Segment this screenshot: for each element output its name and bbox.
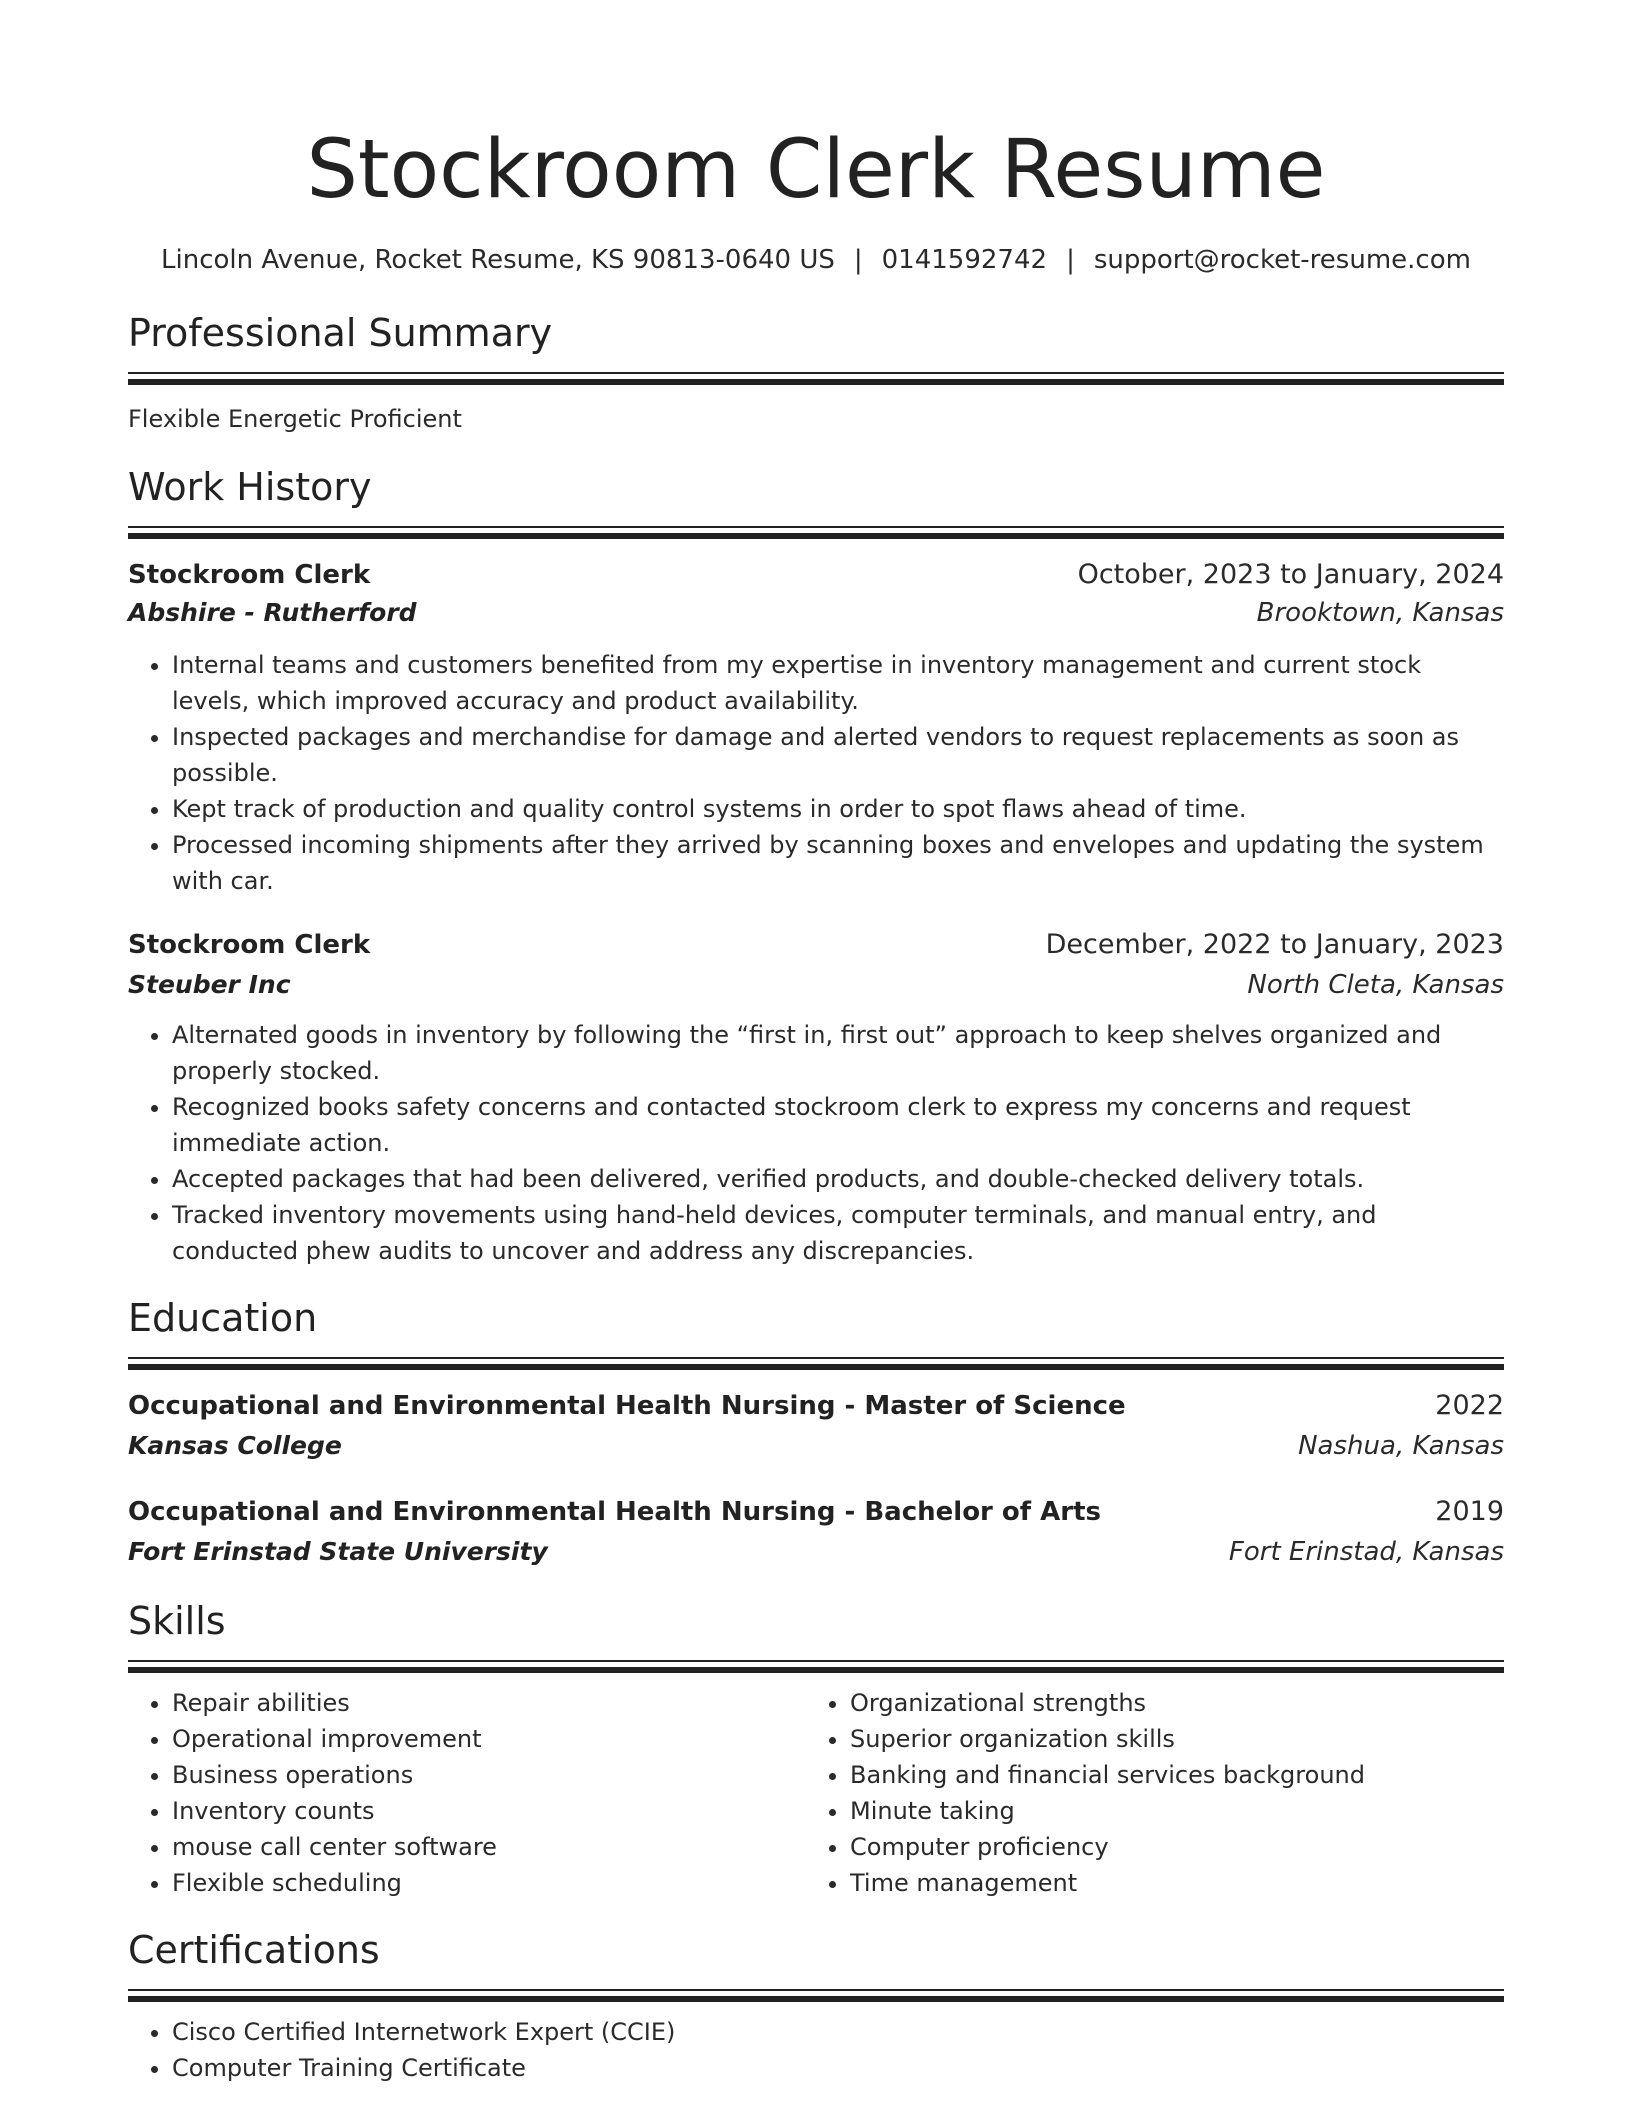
- job-title: Stockroom Clerk: [128, 560, 371, 590]
- education-location: Nashua, Kansas: [1298, 1431, 1504, 1461]
- education-school: Kansas College: [128, 1431, 342, 1460]
- list-item: • Computer Training Certificate: [172, 2050, 1504, 2086]
- job-entry: [128, 557, 1504, 899]
- list-item: • Organizational strengths: [850, 1685, 1484, 1721]
- job-bullets: [128, 1017, 1504, 1269]
- job-company-row: [128, 967, 1504, 1003]
- education-school-row: [128, 1534, 1504, 1570]
- list-item: • Internal teams and customers benefited from my expertise in inventory management and current stock levels, which improved accuracy and product availability.: [172, 647, 1504, 719]
- contact-line: [128, 242, 1504, 278]
- list-item: • Computer proficiency: [850, 1829, 1484, 1865]
- list-item: • Alternated goods in inventory by following the “first in, first out” approach to keep shelves organized and properly stocked.: [172, 1017, 1504, 1089]
- resume-title: Stockroom Clerk Resume: [306, 123, 1326, 217]
- job-header-row: [128, 927, 1504, 963]
- section-summary: [128, 308, 1504, 436]
- section-work-history: [128, 462, 1504, 1269]
- education-year: 2019: [1435, 1496, 1504, 1527]
- section-heading-certifications: Certifications: [128, 1928, 380, 1972]
- job-entry: [128, 927, 1504, 1269]
- section-divider: [128, 526, 1504, 539]
- skills-columns: [128, 1685, 1504, 1901]
- job-location: North Cleta, Kansas: [1247, 970, 1504, 1000]
- list-item: • Operational improvement: [172, 1721, 806, 1757]
- list-item: • Processed incoming shipments after they arrived by scanning boxes and envelopes and updating the system with car.: [172, 827, 1504, 899]
- education-school: Fort Erinstad State University: [128, 1537, 548, 1566]
- list-item: • Banking and financial services background: [850, 1757, 1484, 1793]
- list-item: • Recognized books safety concerns and contacted stockroom clerk to express my concerns and request immediate action.: [172, 1089, 1504, 1161]
- section-heading-work: Work History: [128, 465, 372, 509]
- list-item: • Cisco Certified Internetwork Expert (CCIE): [172, 2014, 1504, 2050]
- education-year: 2022: [1435, 1390, 1504, 1421]
- list-item: • Time management: [850, 1865, 1484, 1901]
- contact-email: support@rocket-resume.com: [1093, 245, 1471, 275]
- section-divider: [128, 372, 1504, 385]
- education-header-row: [128, 1388, 1504, 1424]
- contact-separator: |: [1066, 245, 1075, 275]
- skills-list-right: [806, 1685, 1484, 1901]
- section-divider: [128, 1660, 1504, 1673]
- list-item: • Minute taking: [850, 1793, 1484, 1829]
- job-location: Brooktown, Kansas: [1256, 598, 1504, 628]
- contact-separator: |: [853, 245, 863, 275]
- skills-list-left: [128, 1685, 806, 1901]
- job-dates: October, 2023 to January, 2024: [1077, 559, 1504, 590]
- section-heading-summary: Professional Summary: [128, 311, 553, 355]
- education-degree: Occupational and Environmental Health Nursing - Master of Science: [128, 1391, 1126, 1421]
- list-item: • Kept track of production and quality control systems in order to spot flaws ahead of time.: [172, 791, 1504, 827]
- section-divider: [128, 1357, 1504, 1370]
- contact-phone: 0141592742: [881, 245, 1048, 275]
- job-title: Stockroom Clerk: [128, 930, 371, 960]
- education-entry: [128, 1388, 1504, 1464]
- job-dates: December, 2022 to January, 2023: [1045, 929, 1504, 960]
- education-degree: Occupational and Environmental Health Nursing - Bachelor of Arts: [128, 1497, 1102, 1527]
- job-company: Abshire - Rutherford: [128, 598, 417, 627]
- education-entry: [128, 1494, 1504, 1570]
- summary-text: Flexible Energetic Proficient: [128, 405, 462, 433]
- section-skills: [128, 1596, 1504, 1901]
- list-item: • Inventory counts: [172, 1793, 806, 1829]
- education-school-row: [128, 1428, 1504, 1464]
- section-certifications: [128, 1925, 1504, 2086]
- list-item: • Tracked inventory movements using hand-held devices, computer terminals, and manual entry, and conducted phew audits to uncover and address any discrepancies.: [172, 1197, 1504, 1269]
- list-item: • Accepted packages that had been delivered, verified products, and double-checked delivery totals.: [172, 1161, 1504, 1197]
- job-company-row: [128, 595, 1504, 631]
- education-location: Fort Erinstad, Kansas: [1228, 1537, 1504, 1567]
- section-heading-skills: Skills: [128, 1599, 226, 1643]
- list-item: • Flexible scheduling: [172, 1865, 806, 1901]
- section-divider: [128, 1989, 1504, 2002]
- resume-page: [128, 118, 1504, 2086]
- section-education: [128, 1293, 1504, 1570]
- section-heading-education: Education: [128, 1296, 318, 1340]
- certifications-list: [128, 2014, 1504, 2086]
- job-bullets: [128, 647, 1504, 899]
- list-item: • Superior organization skills: [850, 1721, 1484, 1757]
- contact-address: Lincoln Avenue, Rocket Resume, KS 90813-0640 US: [161, 245, 835, 275]
- list-item: • Repair abilities: [172, 1685, 806, 1721]
- job-company: Steuber Inc: [128, 970, 291, 999]
- job-header-row: [128, 557, 1504, 593]
- education-header-row: [128, 1494, 1504, 1530]
- list-item: • Business operations: [172, 1757, 806, 1793]
- list-item: • mouse call center software: [172, 1829, 806, 1865]
- list-item: • Inspected packages and merchandise for damage and alerted vendors to request replacements as soon as possible.: [172, 719, 1504, 791]
